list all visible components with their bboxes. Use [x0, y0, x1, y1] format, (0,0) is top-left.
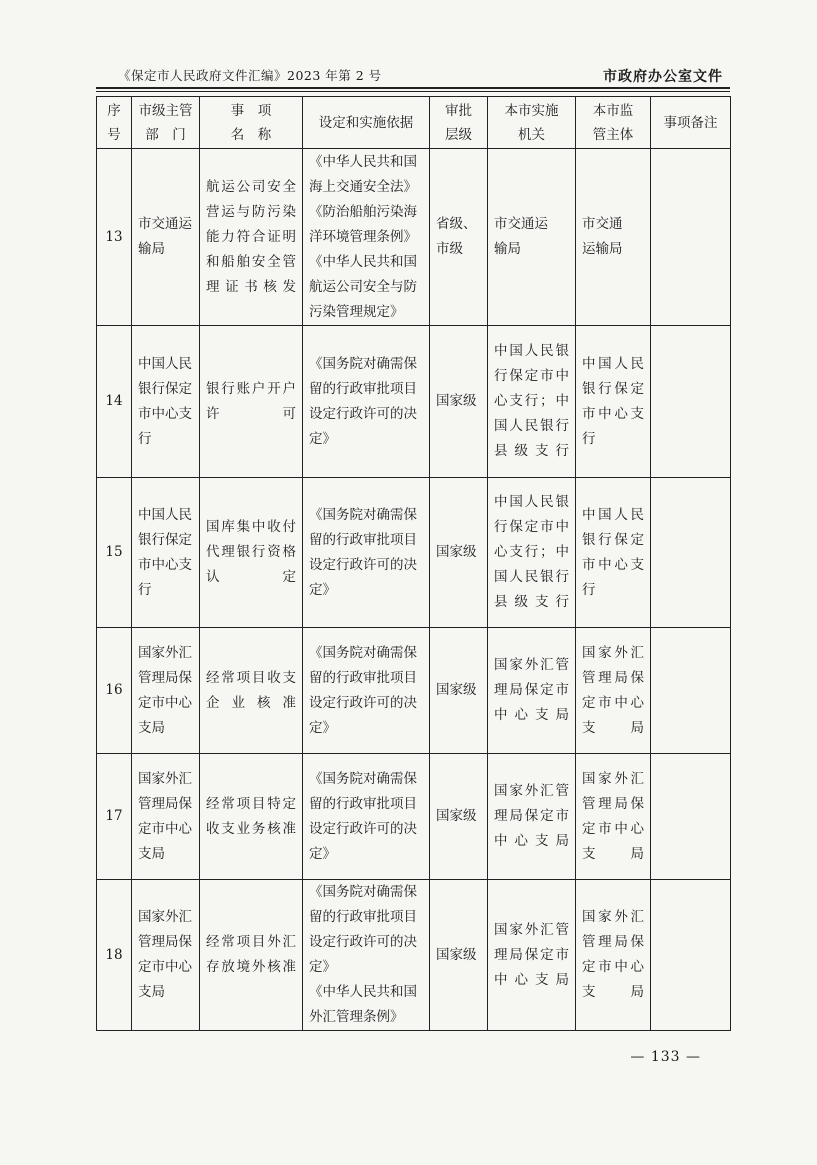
- row-number: 13: [97, 149, 132, 326]
- supervisor-cell: 中国人民银行保定市中心支行: [576, 478, 651, 628]
- supervisor-cell: 市交通 运输局: [576, 149, 651, 326]
- department-cell: 中国人民 银行保定 市中心支 行: [132, 326, 200, 478]
- publication-title: 《保定市人民政府文件汇编》2023 年第 2 号: [118, 68, 382, 83]
- supervisor-cell: 国家外汇管理局保定市中心支局: [576, 880, 651, 1031]
- remark-cell: [651, 149, 731, 326]
- row-number: 17: [97, 754, 132, 880]
- supervisor-cell: 国家外汇管理局保定市中心支局: [576, 628, 651, 754]
- row-number: 14: [97, 326, 132, 478]
- item-name-cell: 银行账户开户许可: [200, 326, 303, 478]
- supervisor-cell: 中国人民银行保定市中心支行: [576, 326, 651, 478]
- row-number: 16: [97, 628, 132, 754]
- remark-cell: [651, 478, 731, 628]
- row-number: 18: [97, 880, 132, 1031]
- item-name-cell: 经常项目特定收支业务核准: [200, 754, 303, 880]
- column-header-level: 审批 层级: [430, 97, 488, 149]
- column-header-item: 事 项 名 称: [200, 97, 303, 149]
- remark-cell: [651, 326, 731, 478]
- item-name-cell: 经常项目收支企业核准: [200, 628, 303, 754]
- item-name-cell: 航运公司安全营运与防污染能力符合证明和船舶安全管理证书核发: [200, 149, 303, 326]
- supervisor-cell: 国家外汇管理局保定市中心支局: [576, 754, 651, 880]
- agency-cell: 中国人民银行保定市中心支行；中国人民银行县级支行: [488, 326, 576, 478]
- agency-cell: 国家外汇管理局保定市中心支局: [488, 628, 576, 754]
- agency-cell: 中国人民银行保定市中心支行；中国人民银行县级支行: [488, 478, 576, 628]
- table-row: [97, 754, 731, 880]
- level-cell: 国家级: [430, 326, 488, 478]
- level-cell: 国家级: [430, 880, 488, 1031]
- basis-cell: 《国务院对确需保留的行政审批项目设定行政许可的决定》 《中华人民共和国外汇管理条例》: [303, 880, 430, 1031]
- table-row: [97, 149, 731, 326]
- department-cell: 国家外汇 管理局保 定市中心 支局: [132, 628, 200, 754]
- header-rule-thin: [96, 91, 730, 92]
- header-rule-thick: [96, 87, 730, 89]
- column-header-department: 市级主管 部 门: [132, 97, 200, 149]
- basis-cell: 《中华人民共和国海上交通安全法》 《防治船舶污染海洋环境管理条例》 《中华人民共和国航运公司安全与防污染管理规定》: [303, 149, 430, 326]
- table-header-row: [97, 97, 731, 149]
- approval-items-table: [96, 96, 731, 1031]
- agency-cell: 市交通运 输局: [488, 149, 576, 326]
- column-header-no: 序 号: [97, 97, 132, 149]
- office-label: 市政府办公室文件: [603, 69, 723, 85]
- basis-cell: 《国务院对确需保留的行政审批项目设定行政许可的决定》: [303, 754, 430, 880]
- level-cell: 省级、 市级: [430, 149, 488, 326]
- table-row: [97, 326, 731, 478]
- item-name-cell: 国库集中收付代理银行资格认定: [200, 478, 303, 628]
- agency-cell: 国家外汇管理局保定市中心支局: [488, 754, 576, 880]
- agency-cell: 国家外汇管理局保定市中心支局: [488, 880, 576, 1031]
- table-row: [97, 478, 731, 628]
- remark-cell: [651, 880, 731, 1031]
- page-number: — 133 —: [630, 1049, 701, 1065]
- level-cell: 国家级: [430, 754, 488, 880]
- column-header-agency: 本市实施 机关: [488, 97, 576, 149]
- table-row: [97, 880, 731, 1031]
- column-header-basis: 设定和实施依据: [303, 97, 430, 149]
- level-cell: 国家级: [430, 628, 488, 754]
- department-cell: 中国人民 银行保定 市中心支 行: [132, 478, 200, 628]
- level-cell: 国家级: [430, 478, 488, 628]
- remark-cell: [651, 628, 731, 754]
- column-header-remark: 事项备注: [651, 97, 731, 149]
- basis-cell: 《国务院对确需保留的行政审批项目设定行政许可的决定》: [303, 326, 430, 478]
- department-cell: 国家外汇 管理局保 定市中心 支局: [132, 880, 200, 1031]
- column-header-supervisor: 本市监 管主体: [576, 97, 651, 149]
- department-cell: 国家外汇 管理局保 定市中心 支局: [132, 754, 200, 880]
- basis-cell: 《国务院对确需保留的行政审批项目设定行政许可的决定》: [303, 628, 430, 754]
- table-row: [97, 628, 731, 754]
- item-name-cell: 经常项目外汇存放境外核准: [200, 880, 303, 1031]
- remark-cell: [651, 754, 731, 880]
- department-cell: 市交通运 输局: [132, 149, 200, 326]
- row-number: 15: [97, 478, 132, 628]
- basis-cell: 《国务院对确需保留的行政审批项目设定行政许可的决定》: [303, 478, 430, 628]
